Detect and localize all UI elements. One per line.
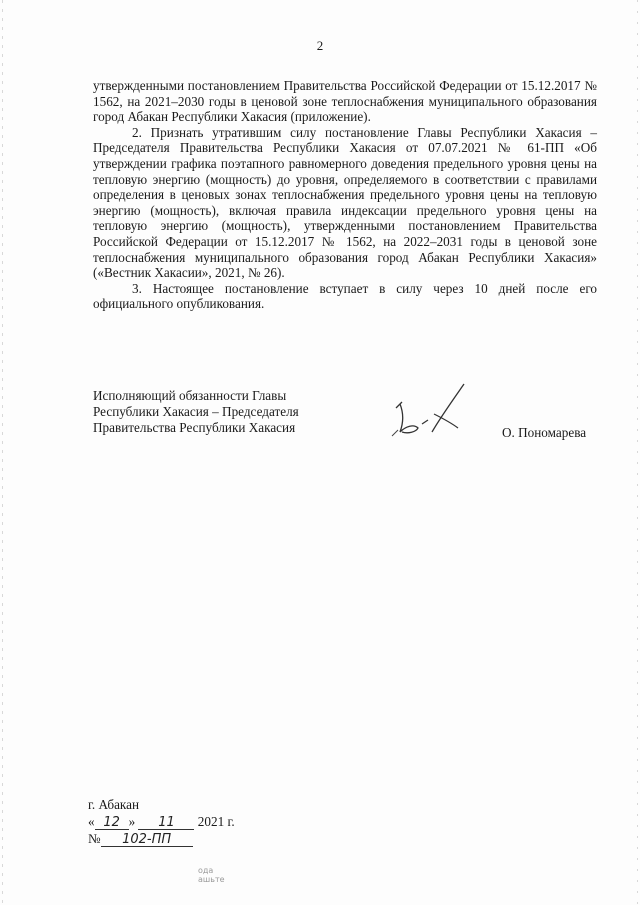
paragraph-3: 3. Настоящее постановление вступает в силу через 10 дней после его официального опубликования. bbox=[93, 280, 597, 312]
footer-city: г. Абакан bbox=[88, 797, 140, 812]
faint-stamp-line-2: ашьте bbox=[198, 875, 225, 884]
signatory-title-line-3: Правительства Республики Хакасия bbox=[93, 420, 296, 435]
date-year: 2021 г. bbox=[197, 814, 235, 829]
signatory-title-line-2: Республики Хакасия – Председателя bbox=[93, 404, 299, 419]
handwritten-signature bbox=[388, 380, 498, 440]
signatory-title bbox=[93, 388, 353, 436]
document-body bbox=[93, 78, 597, 312]
date-quote-close: » bbox=[128, 814, 136, 829]
paragraph-2: 2. Признать утратившим силу постановление Главы Республики Хакасия – Председателя Правительства Республики Хакасия от 07.07.2021 № 61-ПП «Об утверждении графика поэтапного равномерного доведения предельного уровня цены на тепловую энергию (мощность) до уровня, определяемого в соответствии с правилами определения в ценовых зонах теплоснабжения предельного уровня цены на тепловую энергию (мощность), включая правила индексации предельного уровня цены на тепловую энергию (мощность), утвержденными постановлением Правительства Российской Федерации от 15.12.2017 № 1562, на 2022–2031 годы в ценовой зоне теплоснабжения муниципального образования город Абакан Республики Хакасия» («Вестник Хакасии», 2021, № 26). bbox=[93, 124, 597, 281]
scan-edge-right bbox=[637, 0, 638, 905]
paragraph-continuation: утвержденными постановлением Правительства Российской Федерации от 15.12.2017 № 1562, на 2021–2030 годы в ценовой зоне теплоснабжения муниципального образования город Абакан Республики Хакасия (приложение). bbox=[93, 78, 597, 125]
page-number: 2 bbox=[316, 38, 324, 53]
date-day: 12 bbox=[95, 816, 129, 830]
date-month: 11 bbox=[138, 816, 194, 830]
signatory-name: О. Пономарева bbox=[502, 425, 587, 440]
faint-stamp bbox=[198, 866, 225, 884]
faint-stamp-line-1: ода bbox=[198, 866, 214, 875]
date-quote-open: « bbox=[88, 814, 95, 829]
number-prefix: № bbox=[88, 831, 101, 846]
signatory-title-line-1: Исполняющий обязанности Главы bbox=[93, 388, 287, 403]
document-footer bbox=[88, 797, 308, 848]
footer-date bbox=[88, 814, 308, 831]
document-number: 102-ПП bbox=[101, 833, 193, 847]
footer-number bbox=[88, 831, 308, 848]
scan-edge-left bbox=[2, 0, 3, 905]
